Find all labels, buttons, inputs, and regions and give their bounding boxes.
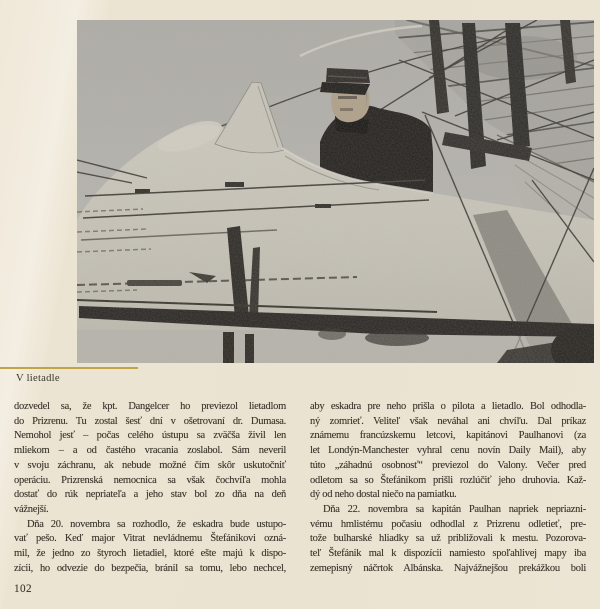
text-line: mil, že jedno zo štyroch lietadiel, ktoré ešte majú k dispo-: [14, 548, 286, 560]
text-line: ný zomrieť. Veliteľ však neváhal ani chvíľu. Dal príkaz: [310, 415, 586, 427]
text-line: známemu francúzskemu letcovi, kapitánovi Paulhanovi (za: [310, 430, 586, 442]
photo-caption: V lietadle: [16, 373, 60, 384]
text-line: dozvedel sa, že kpt. Dangelcer ho previezol lietadlom: [14, 401, 286, 412]
photo-man-in-airplane: [77, 20, 594, 363]
text-line: v svoju záchranu, ak nebude možné čím skôr uskutočniť: [14, 459, 286, 471]
text-line: dostať do rúk nepriateľa a jeho stav bol zo dňa na deň: [14, 489, 286, 501]
text-line: Dňa 20. novembra sa rozhodlo, že eskadra bude ustupo-: [27, 518, 286, 530]
text-line: zemepisný náčrtok Albánska. Najvážnejšou prekážkou boli: [310, 562, 586, 574]
text-line: vať pešo. Keď major Vitrat nevládnemu Štefánikovi ozná-: [14, 533, 286, 545]
text-line: mliekom – a od častého vracania zoslabol. Sám neveril: [14, 445, 286, 457]
text-line: odletom sa so Štefánikom prišli rozlúčiť jeho druhovia. Kaž-: [310, 474, 586, 486]
text-line: túto „záhadnú osobnosť“ previezol do Valony. Večer pred: [310, 459, 586, 471]
text-line: aby eskadra pre neho prišla o pilota a lietadlo. Bol odhodla-: [310, 401, 586, 412]
text-line: do Prizrenu. Tu zostal šesť dní v ošetrovaní dr. Dumasa.: [14, 415, 286, 427]
text-line: let Londýn-Manchester vyhral cenu novín Daily Mail), aby: [310, 445, 586, 457]
text-line: Dňa 22. novembra sa kapitán Paulhan napriek nepriazni-: [323, 504, 586, 516]
text-line: dý od neho dostal niečo na pamiatku.: [310, 489, 457, 501]
text-line: operáciu. Prizrenská nemocnica sa však čochvíľa mohla: [14, 474, 286, 486]
text-line: vému hmlistému počasiu odhodlal z Prizrenu odletieť, pre-: [310, 518, 586, 530]
text-line: teľ Štefánik mal k dispozícii namiesto spoľahlivej mapy iba: [310, 548, 586, 560]
text-line: Nemohol jesť – počas celého ústupu sa zväčša živil len: [14, 430, 286, 442]
page-number: 102: [14, 583, 32, 595]
caption-rule: [0, 367, 138, 369]
right-column: [310, 400, 586, 577]
text-line: vážnejší.: [14, 504, 49, 516]
text-line: zícii, ho odvezie do bezpečia, bránil sa tomu, lebo nechcel,: [14, 562, 286, 574]
text-line: tože bulharské hliadky sa už približovali k mestu. Pozorova-: [310, 533, 586, 545]
photo-svg: [77, 20, 594, 363]
left-column: [14, 400, 286, 577]
